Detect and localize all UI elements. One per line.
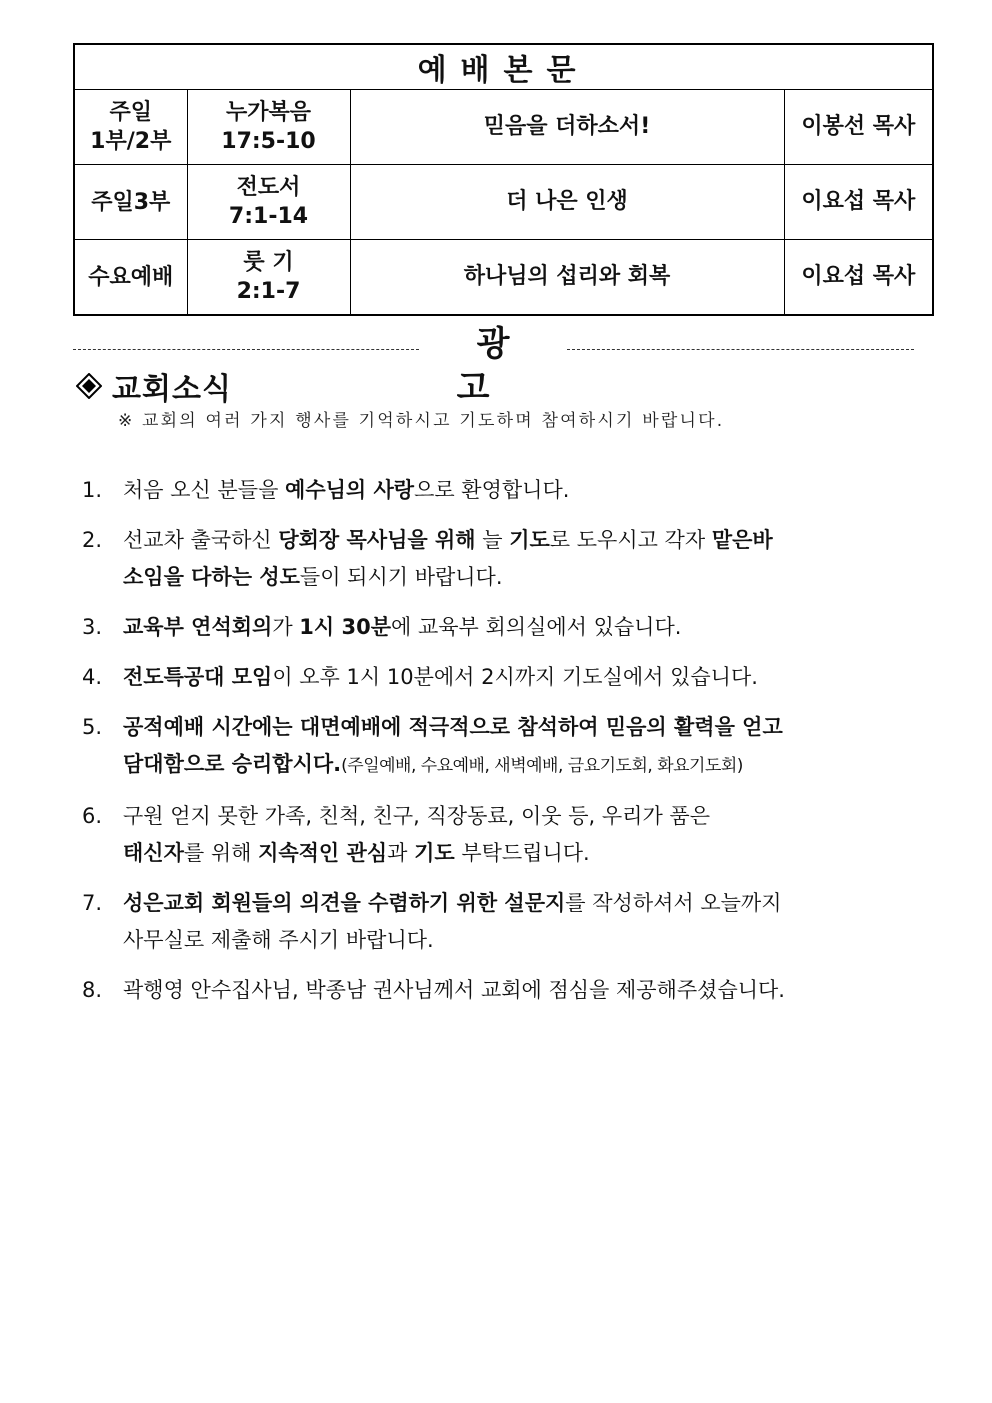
sermon-row — [74, 240, 933, 316]
item-number: 5. — [82, 715, 103, 739]
text-segment: 과 — [387, 841, 415, 865]
scripture-book: 전도서 — [236, 175, 301, 200]
item-number: 7. — [82, 891, 103, 915]
preacher: 이요섭 목사 — [784, 240, 933, 316]
text-emphasis: 공적예배 시간에는 대면예배에 적극적으로 참석하여 믿음의 활력을 얻고 — [123, 715, 783, 739]
text-emphasis: 당회장 목사님을 위해 — [278, 528, 476, 552]
sermon-table — [73, 43, 934, 316]
service-name: 주일 — [109, 100, 152, 125]
list-item — [82, 609, 882, 646]
text-segment: 를 작성하셔서 오늘까지 — [565, 891, 782, 915]
text-emphasis: 기도 — [414, 841, 455, 865]
list-item — [82, 972, 882, 1009]
item-text — [123, 885, 882, 922]
item-text — [123, 922, 882, 959]
text-emphasis: 소임을 다하는 성도 — [123, 565, 300, 589]
divider — [567, 349, 914, 350]
text-segment: 처음 오신 분들을 — [123, 478, 286, 502]
scripture-verse: 17:5-10 — [221, 129, 316, 154]
text-emphasis: 지속적인 관심 — [258, 841, 388, 865]
sermon-title: 더 나은 인생 — [350, 165, 784, 240]
preacher: 이요섭 목사 — [784, 165, 933, 240]
preacher: 이봉선 목사 — [784, 90, 933, 165]
section-title: 교회소식 — [112, 372, 232, 407]
service-name: 수요예배 — [88, 264, 174, 290]
item-text — [123, 798, 882, 835]
scripture-verse: 2:1-7 — [236, 279, 301, 304]
service-cell — [74, 165, 187, 240]
text-emphasis: 태신자 — [123, 841, 184, 865]
text-segment: 를 위해 — [183, 841, 259, 865]
text-emphasis: 기도 — [509, 528, 550, 552]
item-text — [123, 522, 882, 559]
scripture-cell — [187, 165, 350, 240]
sermon-row — [74, 90, 933, 165]
service-cell — [74, 240, 187, 316]
text-segment: 이 오후 1시 10분에서 2시까지 기도실에서 있습니다. — [272, 665, 758, 689]
list-item — [82, 659, 882, 696]
item-text — [123, 609, 882, 646]
item-text — [123, 659, 882, 696]
service-cell — [74, 90, 187, 165]
text-segment: 구원 얻지 못한 가족, 친척, 친구, 직장동료, 이웃 등, 우리가 품은 — [123, 804, 710, 828]
text-segment: 늘 — [475, 528, 510, 552]
text-emphasis: 전도특공대 모임 — [123, 665, 273, 689]
item-text — [123, 972, 882, 1009]
sermon-table-title: 예배본문 — [74, 44, 933, 90]
text-segment: 부탁드립니다. — [454, 841, 590, 865]
text-segment: 로 도우시고 각자 — [549, 528, 712, 552]
service-name: 주일3부 — [91, 189, 171, 215]
diamond-bullet-icon — [76, 373, 102, 399]
text-emphasis: 1시 30분 — [299, 615, 391, 639]
list-item — [82, 472, 882, 509]
sermon-row — [74, 165, 933, 240]
item-number: 3. — [82, 615, 103, 639]
text-emphasis: 성은교회 회원들의 의견을 수렴하기 위한 설문지 — [123, 891, 566, 915]
text-segment: 사무실로 제출해 주시기 바랍니다. — [123, 928, 434, 952]
scripture-cell — [187, 240, 350, 316]
text-segment: (주일예배, 수요예배, 새벽예배, 금요기도회, 화요기도회) — [341, 756, 743, 776]
item-number: 6. — [82, 804, 103, 828]
scripture-verse: 7:1-14 — [228, 204, 309, 229]
text-segment: 으로 환영합니다. — [414, 478, 570, 502]
item-text — [123, 746, 882, 785]
text-segment: 선교차 출국하신 — [123, 528, 279, 552]
text-emphasis: 교육부 연석회의 — [123, 615, 273, 639]
item-number: 2. — [82, 528, 103, 552]
list-item — [82, 522, 882, 596]
text-segment: 들이 되시기 바랍니다. — [299, 565, 503, 589]
item-number: 1. — [82, 478, 103, 502]
text-emphasis: 맡은바 — [711, 528, 773, 552]
scripture-book: 룻 기 — [243, 250, 294, 275]
text-segment: 가 — [272, 615, 300, 639]
item-text — [123, 559, 882, 596]
text-segment: 에 교육부 회의실에서 있습니다. — [391, 615, 682, 639]
section-note: ※ 교회의 여러 가지 행사를 기억하시고 기도하며 참여하시기 바랍니다. — [118, 411, 725, 431]
item-number: 8. — [82, 978, 103, 1002]
announcement-title: 광고 — [456, 324, 550, 408]
list-item — [82, 798, 882, 872]
divider — [73, 349, 419, 350]
service-name-sub: 1부/2부 — [90, 129, 172, 154]
text-emphasis: 예수님의 사랑 — [285, 478, 415, 502]
item-text — [123, 472, 882, 509]
scripture-book: 누가복음 — [225, 100, 311, 125]
notice-list — [82, 472, 882, 1022]
item-text — [123, 709, 882, 746]
scripture-cell — [187, 90, 350, 165]
sermon-table-header-row — [74, 44, 933, 90]
list-item — [82, 885, 882, 959]
item-number: 4. — [82, 665, 103, 689]
sermon-title: 하나님의 섭리와 회복 — [350, 240, 784, 316]
item-text — [123, 835, 882, 872]
list-item — [82, 709, 882, 785]
text-segment: 곽행영 안수집사님, 박종남 권사님께서 교회에 점심을 제공해주셨습니다. — [123, 978, 785, 1002]
section-heading — [76, 366, 232, 406]
sermon-title: 믿음을 더하소서! — [350, 90, 784, 165]
text-emphasis: 담대함으로 승리합시다. — [123, 752, 342, 776]
